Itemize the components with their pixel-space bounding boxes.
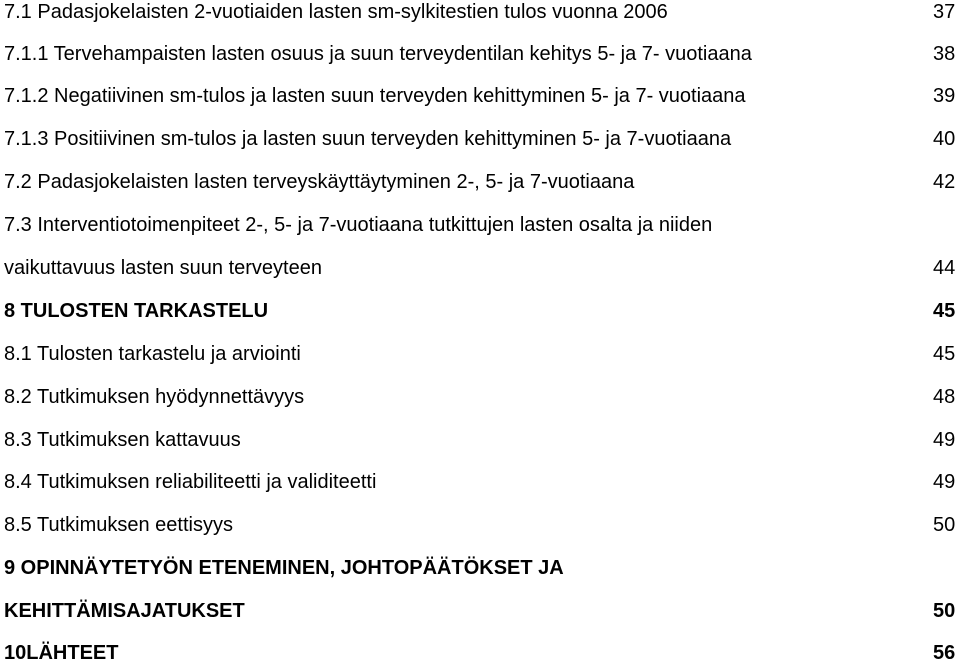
toc-entry-8-3[interactable] bbox=[4, 425, 960, 455]
toc-entry-page: 49 bbox=[933, 429, 956, 451]
toc-entry-title: vaikuttavuus lasten suun terveyteen bbox=[4, 257, 322, 279]
toc-entry-page: 37 bbox=[933, 1, 956, 23]
toc-entry-page: 50 bbox=[933, 600, 956, 622]
toc-entry-8-4[interactable] bbox=[4, 467, 960, 497]
toc-entry-7-3-continued[interactable] bbox=[4, 253, 960, 283]
toc-entry-title: 7.3 Interventiotoimenpiteet 2-, 5- ja 7-vuotiaana tutkittujen lasten osalta ja niiden bbox=[4, 214, 713, 236]
toc-entry-title: 7.1 Padasjokelaisten 2-vuotiaiden lasten sm-sylkitestien tulos vuonna 2006 bbox=[4, 1, 668, 23]
toc-entry-7-1-3[interactable] bbox=[4, 124, 960, 154]
toc-entry-page: 49 bbox=[933, 471, 956, 493]
toc-entry-7-1-2[interactable] bbox=[4, 81, 960, 111]
toc-entry-title: KEHITTÄMISAJATUKSET bbox=[4, 600, 245, 622]
toc-entry-title: 7.1.1 Tervehampaisten lasten osuus ja suun terveydentilan kehitys 5- ja 7- vuotiaana bbox=[4, 43, 752, 65]
toc-entry-7-1[interactable] bbox=[4, 0, 960, 27]
toc-entry-page: 56 bbox=[933, 642, 956, 664]
toc-entry-title: 8.2 Tutkimuksen hyödynnettävyys bbox=[4, 386, 305, 408]
toc-entry-title: 8.1 Tulosten tarkastelu ja arviointi bbox=[4, 343, 301, 365]
toc-entry-title: 10LÄHTEET bbox=[4, 642, 119, 664]
toc-entry-page: 45 bbox=[933, 300, 956, 322]
toc-entry-title: 7.2 Padasjokelaisten lasten terveyskäyttäytyminen 2-, 5- ja 7-vuotiaana bbox=[4, 171, 635, 193]
toc-entry-page: 44 bbox=[933, 257, 956, 279]
toc-entry-title: 7.1.2 Negatiivinen sm-tulos ja lasten suun terveyden kehittyminen 5- ja 7- vuotiaana bbox=[4, 85, 746, 107]
toc-entry-title: 8.5 Tutkimuksen eettisyys bbox=[4, 514, 233, 536]
toc-entry-8-1[interactable] bbox=[4, 339, 960, 369]
toc-entry-page: 38 bbox=[933, 43, 956, 65]
toc-entry-8-5[interactable] bbox=[4, 510, 960, 540]
toc-entry-8[interactable] bbox=[4, 296, 960, 326]
toc-entry-7-1-1[interactable] bbox=[4, 39, 960, 69]
toc-entry-9-continued[interactable] bbox=[4, 596, 960, 626]
toc-entry-page: 50 bbox=[933, 514, 956, 536]
toc-entry-10[interactable] bbox=[4, 638, 960, 668]
toc-entry-page: 39 bbox=[933, 85, 956, 107]
toc-entry-title: 8.3 Tutkimuksen kattavuus bbox=[4, 429, 241, 451]
toc-entry-page: 48 bbox=[933, 386, 956, 408]
toc-entry-title: 8 TULOSTEN TARKASTELU bbox=[4, 300, 269, 322]
toc-entry-9[interactable] bbox=[4, 553, 960, 583]
toc-entry-7-2[interactable] bbox=[4, 167, 960, 197]
toc-entry-7-3[interactable] bbox=[4, 210, 960, 240]
toc-entry-page: 40 bbox=[933, 128, 956, 150]
toc-entry-title: 9 OPINNÄYTETYÖN ETENEMINEN, JOHTOPÄÄTÖKSET JA bbox=[4, 557, 564, 579]
toc-entry-8-2[interactable] bbox=[4, 382, 960, 412]
toc-entry-page: 42 bbox=[933, 171, 956, 193]
toc-entry-title: 7.1.3 Positiivinen sm-tulos ja lasten suun terveyden kehittyminen 5- ja 7-vuotiaana bbox=[4, 128, 732, 150]
toc-entry-page: 45 bbox=[933, 343, 956, 365]
toc-entry-title: 8.4 Tutkimuksen reliabiliteetti ja validiteetti bbox=[4, 471, 377, 493]
